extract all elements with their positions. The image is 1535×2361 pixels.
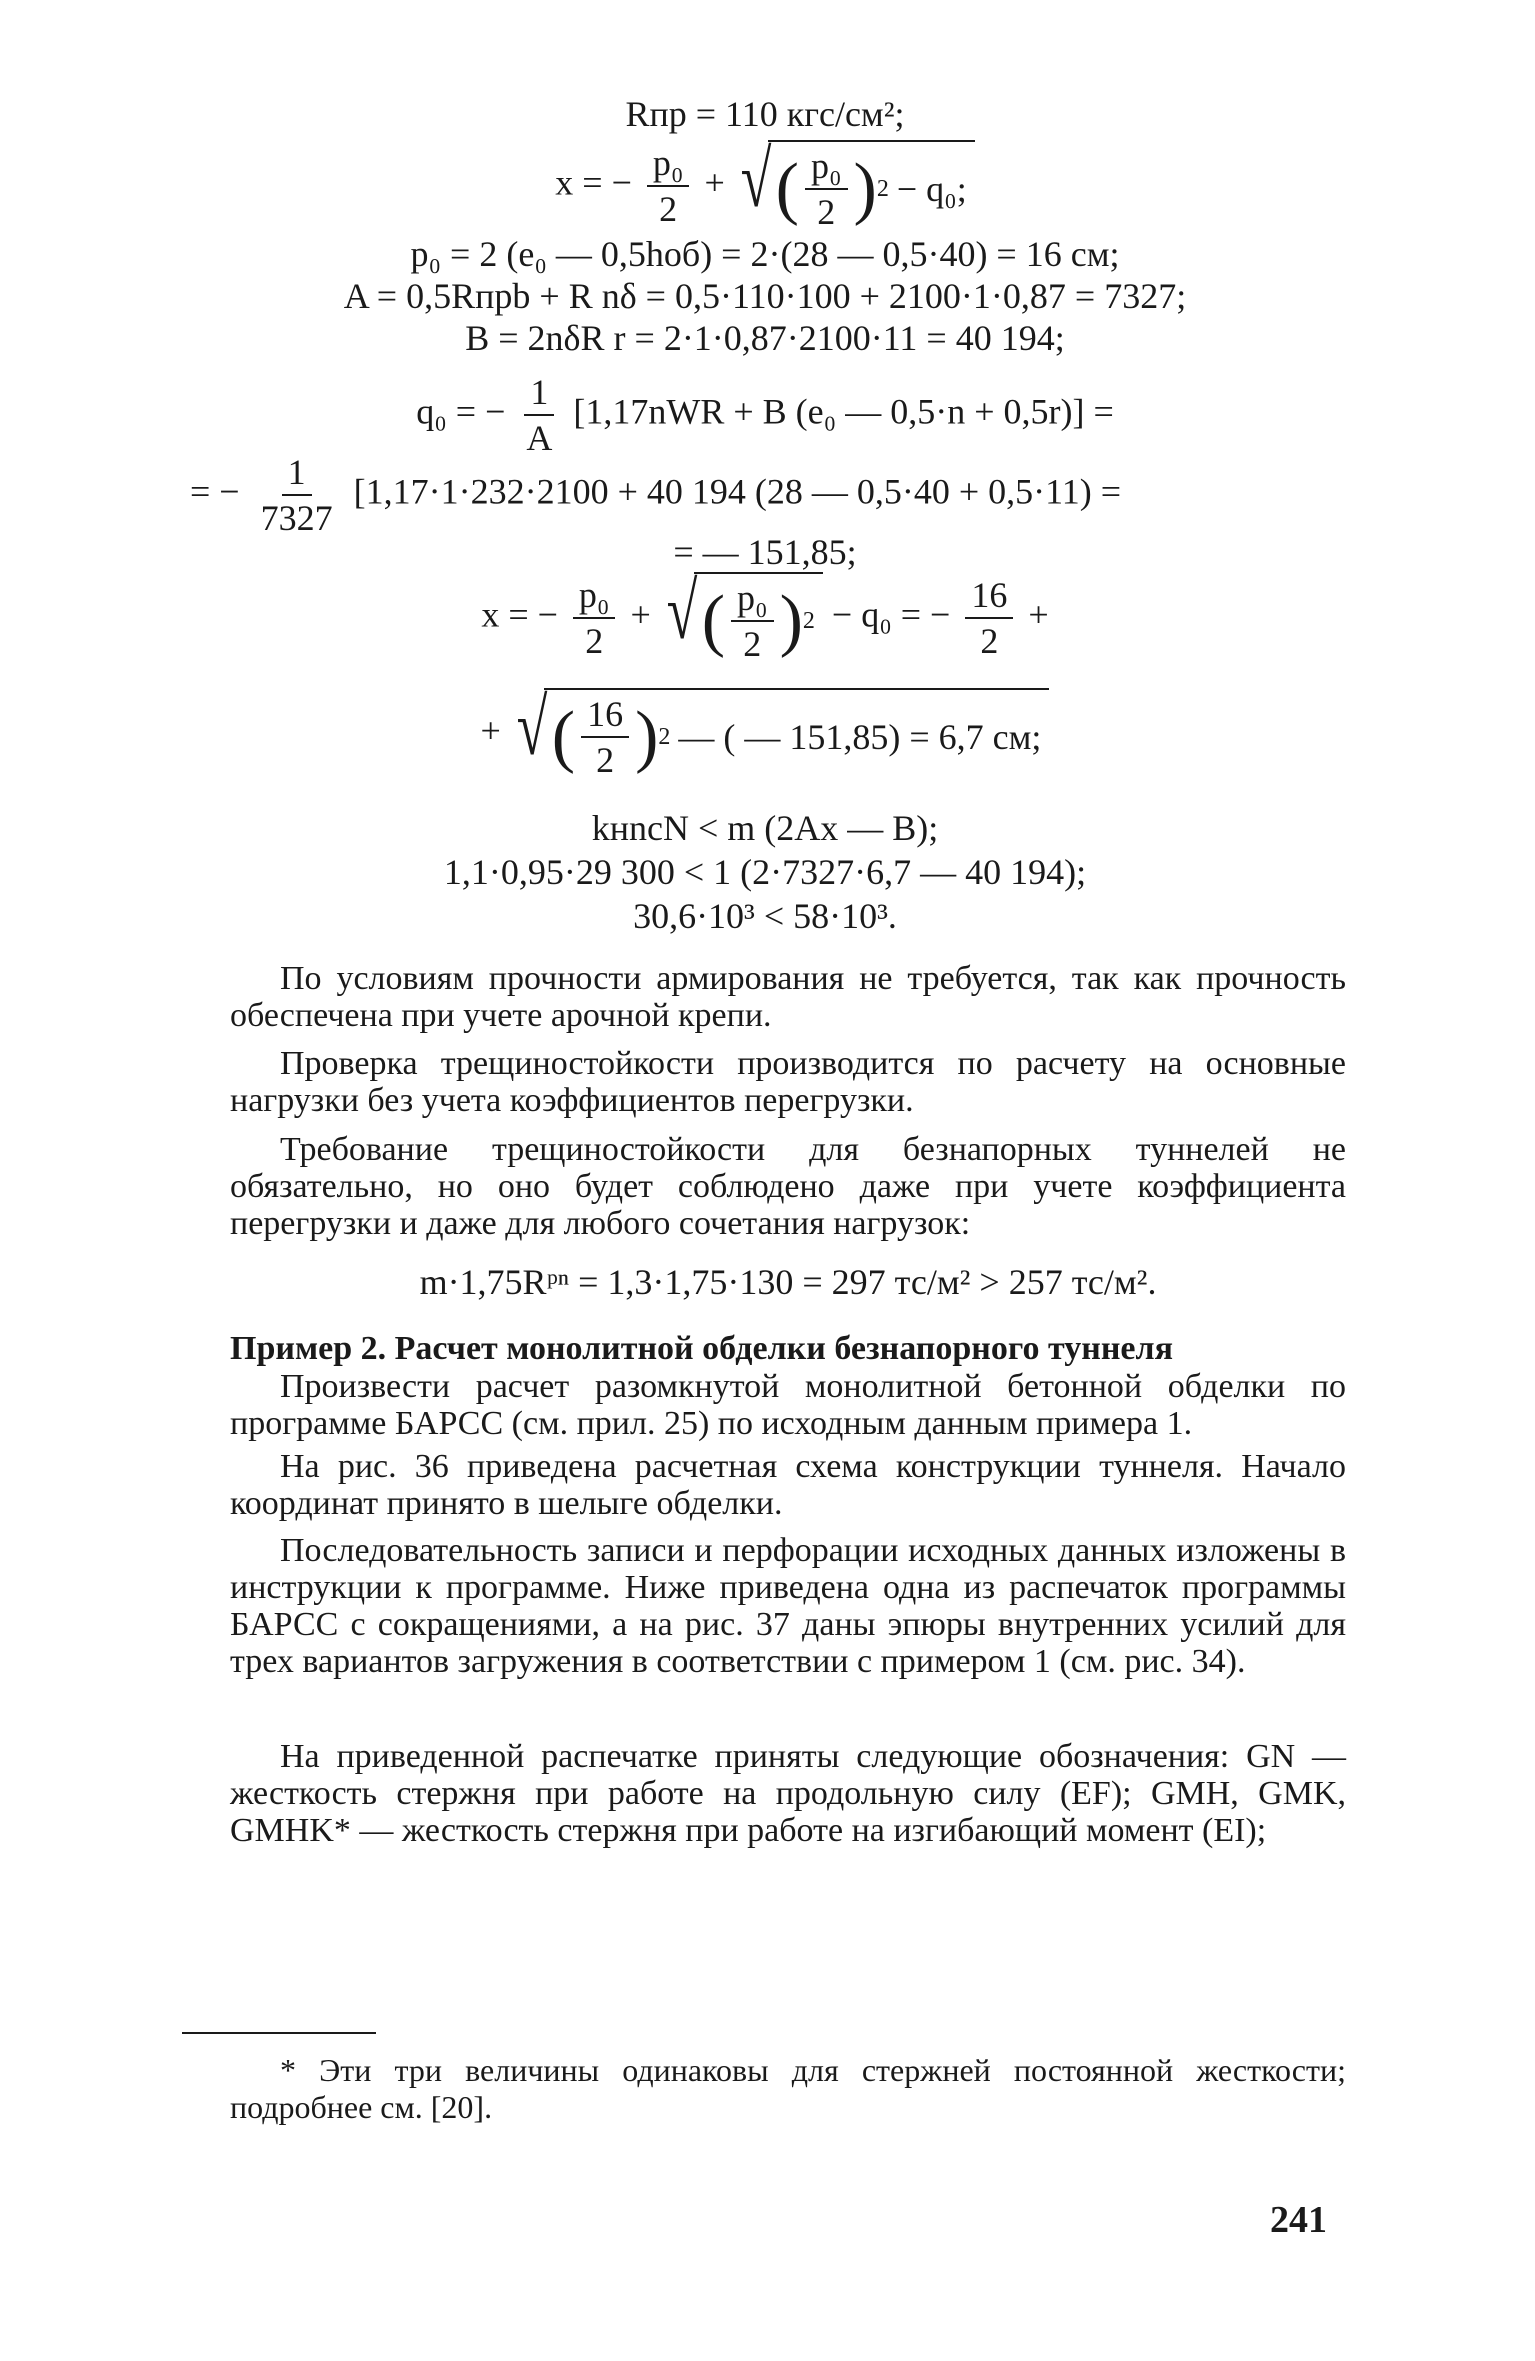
square-root: [510, 684, 1050, 780]
paragraph: Последовательность записи и перфорации исходных данных изложены в инструкции к программе. Ниже приведена одна из распечаток программы БАРСС с сокращениями, а на рис. 37 даны эпюры внутренних усилий для трех вариантов загружения в соответствии с примером 1 (см. рис. 34).: [230, 1532, 1346, 1680]
fraction-numerator: p₀: [731, 578, 774, 622]
equation-crack-resistance: [230, 1260, 1346, 1304]
plus-sign: +: [630, 594, 651, 635]
equation-text: A = 0,5Rпрb + R nδ = 0,5·110·100 + 2100·1·0,87 = 7327;: [343, 276, 1187, 316]
fraction-denominator: A: [526, 418, 553, 458]
equation-inequality-numeric: [180, 850, 1350, 894]
equation-r-pr: [180, 92, 1350, 136]
fraction: [731, 578, 774, 664]
fraction-denominator: 2: [659, 189, 678, 229]
equation-lhs: x = −: [481, 594, 558, 635]
equation-inequality: [180, 806, 1350, 850]
paragraph: На рис. 36 приведена расчетная схема конструкции туннеля. Начало координат принято в шелыге обделки.: [230, 1448, 1346, 1522]
fraction-denominator: 2: [596, 740, 615, 780]
fraction: [965, 575, 1013, 661]
fraction: [647, 143, 690, 229]
radical-sign: √: [516, 684, 548, 772]
equation-text: 30,6·10³ < 58·10³.: [633, 896, 897, 936]
fraction-denominator: 2: [980, 621, 999, 661]
equation-q0-numeric: [190, 452, 1360, 538]
equation-p0: [180, 232, 1350, 276]
equation-mid: − q₀ = −: [831, 594, 951, 635]
equation-q0-result: [180, 530, 1350, 574]
radicand: ( $\frac{16}{2}$ ) 2 — ( — 151,85) = 6,7 см;: [544, 688, 1050, 780]
equation-x-formula: [180, 136, 1350, 232]
equation-x-result: [180, 684, 1350, 780]
plus-sign: +: [1028, 594, 1049, 635]
equation-tail: − q₀;: [896, 169, 967, 209]
plus-sign: +: [704, 162, 725, 203]
fraction-numerator: p₀: [573, 575, 616, 619]
equation-inequality-result: [180, 894, 1350, 938]
equation-rhs: [1,17·1·232·2100 + 40 194 (28 — 0,5·40 + 0,5·11) =: [353, 471, 1122, 512]
equation-text: B = 2nδR r = 2·1·0,87·2100·11 = 40 194;: [465, 318, 1065, 358]
equation-text: m·1,75Rᵖⁿ = 1,3·1,75·130 = 297 тс/м² > 257 тс/м².: [419, 1262, 1157, 1302]
fraction: [520, 372, 558, 458]
radicand: ( $\frac{\text{p₀}}{2}$ ) 2 − q₀;: [768, 140, 975, 232]
square-root: [734, 136, 975, 232]
paragraph: По условиям прочности армирования не требуется, так как прочность обеспечена при учете арочной крепи.: [230, 960, 1346, 1034]
fraction-numerator: 1: [282, 452, 312, 496]
equation-text: kнnсN < m (2Ax — B);: [591, 808, 939, 848]
equation-q0: [180, 372, 1350, 458]
fraction: [805, 146, 848, 232]
paragraph: Произвести расчет разомкнутой монолитной бетонной обделки по программе БАРСС (см. прил. 25) по исходным данным примера 1.: [230, 1368, 1346, 1442]
equation-a: [180, 274, 1350, 318]
equation-lhs: x = −: [555, 162, 632, 203]
fraction-numerator: 16: [581, 694, 629, 738]
equation-b: [180, 316, 1350, 360]
paragraph: На приведенной распечатке приняты следующие обозначения: GN — жесткость стержня при работе на продольную силу (EF); GMH, GMK, GMHK* — жесткость стержня при работе на изгибающий момент (EI);: [230, 1738, 1346, 1849]
fraction: [581, 694, 629, 780]
fraction-denominator: 7327: [260, 498, 333, 538]
equation-lhs: q₀ = −: [416, 391, 506, 432]
footnote: * Эти три величины одинаковы для стержней постоянной жесткости; подробнее см. [20].: [230, 2052, 1346, 2125]
equation-x-substituted: [180, 568, 1350, 664]
equation-rhs: [1,17nWR + B (e₀ — 0,5·n + 0,5r)] =: [573, 391, 1114, 432]
equation-lhs: = −: [190, 471, 240, 512]
radical-sign: √: [666, 568, 698, 656]
paragraph: Проверка трещиностойкости производится по расчету на основные нагрузки без учета коэффициентов перегрузки.: [230, 1045, 1346, 1119]
fraction-denominator: 2: [585, 621, 604, 661]
paragraph: Требование трещиностойкости для безнапорных туннелей не обязательно, но оно будет соблюдено даже при учете коэффициента перегрузки и даже для любого сочетания нагрузок:: [230, 1131, 1346, 1242]
equation-text: Rпр = 110 кгс/см²;: [625, 94, 905, 134]
radical-sign: √: [740, 136, 772, 224]
radicand: ( $\frac{\text{p₀}}{2}$ ) 2: [694, 572, 823, 664]
fraction: [255, 452, 339, 538]
page-number: 241: [1270, 2199, 1327, 2241]
footnote-divider: [182, 2032, 376, 2034]
equation-text: p₀ = 2 (e₀ — 0,5hоб) = 2·(28 — 0,5·40) = 16 см;: [410, 234, 1120, 274]
square-root: [660, 568, 823, 664]
equation-text: 1,1·0,95·29 300 < 1 (2·7327·6,7 — 40 194);: [443, 852, 1087, 892]
section-heading: Пример 2. Расчет монолитной обделки безнапорного туннеля: [230, 1330, 1173, 1367]
fraction-numerator: 16: [965, 575, 1013, 619]
equation-text: = — 151,85;: [673, 532, 857, 572]
equation-tail: — ( — 151,85) = 6,7 см;: [678, 717, 1042, 757]
fraction-numerator: p₀: [647, 143, 690, 187]
plus-sign: +: [480, 710, 501, 751]
fraction: [573, 575, 616, 661]
fraction-numerator: p₀: [805, 146, 848, 190]
fraction-numerator: 1: [524, 372, 554, 416]
fraction-denominator: 2: [743, 624, 762, 664]
fraction-denominator: 2: [817, 192, 836, 232]
